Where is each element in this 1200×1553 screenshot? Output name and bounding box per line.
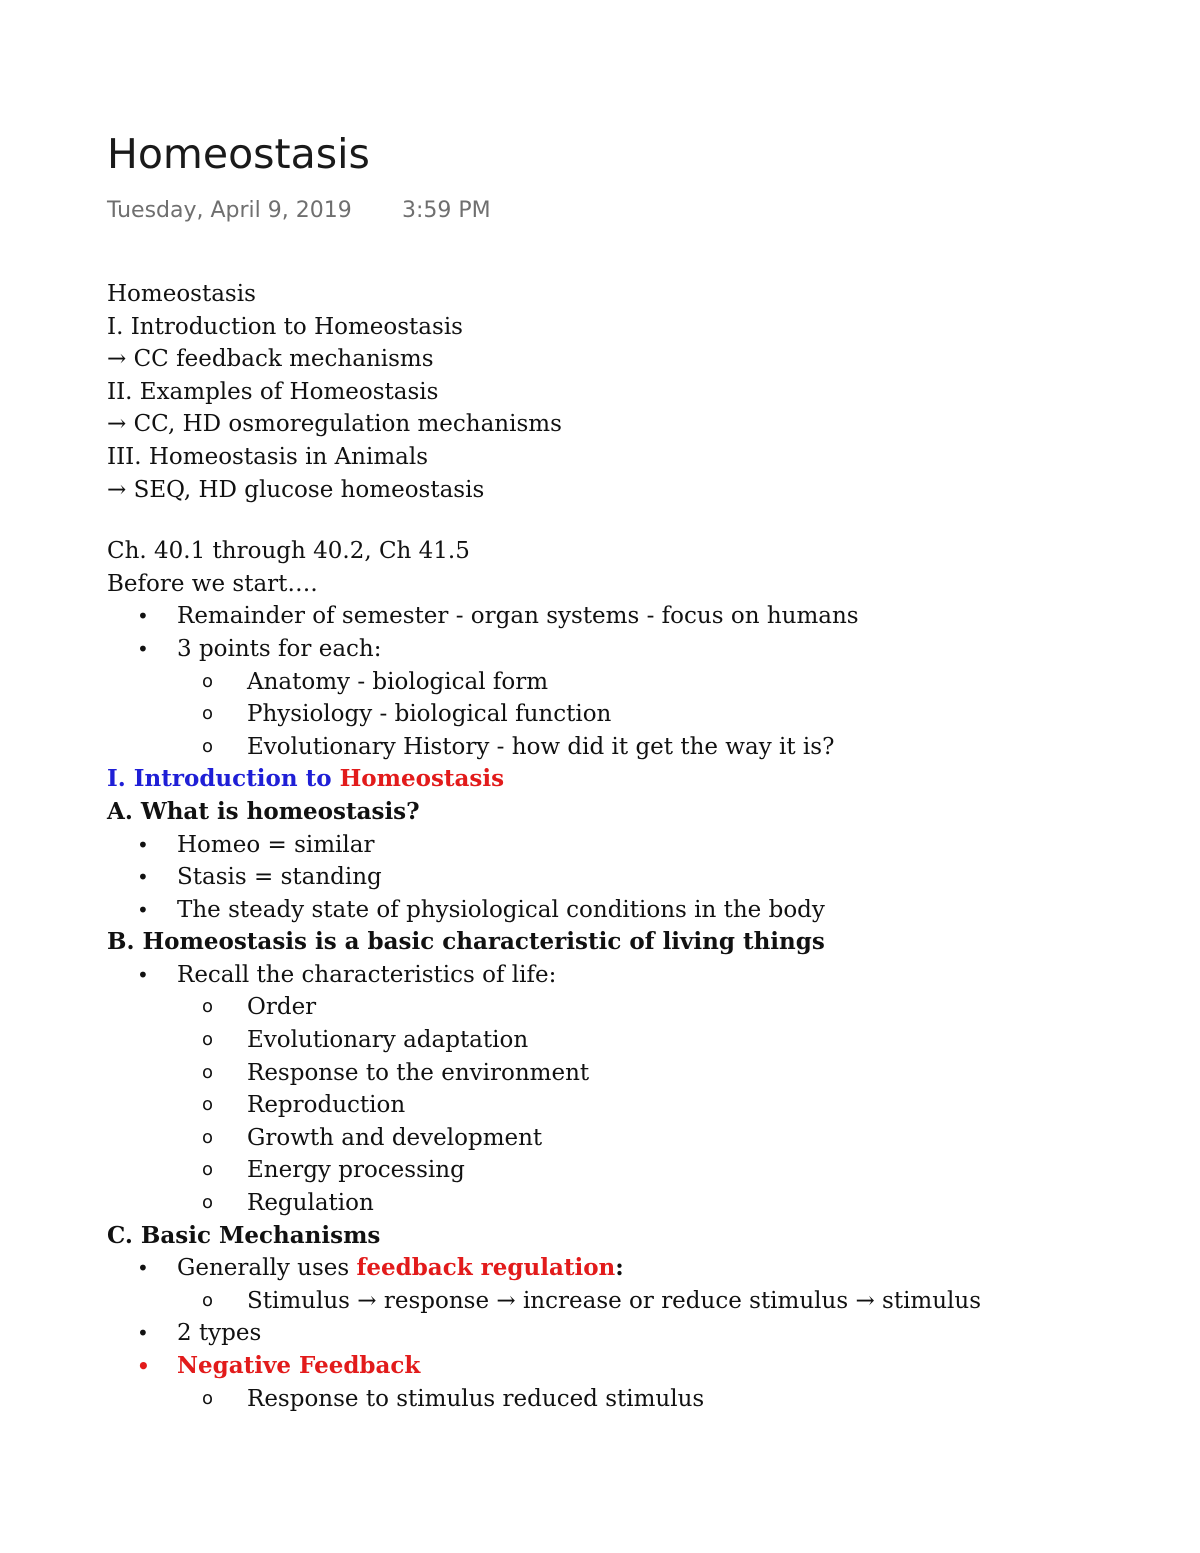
list-item-text: The steady state of physiological conditions in the body [177, 896, 825, 923]
list-item-text: 2 types [177, 1320, 262, 1347]
section-heading-part: I. Introduction to [107, 765, 340, 793]
page-title[interactable]: Homeostasis [107, 130, 370, 178]
sub-list-item [107, 1122, 1167, 1155]
subheading-a: A. What is homeostasis? [107, 797, 420, 825]
circle-bullet-icon: o [202, 1192, 214, 1214]
note-time: 3:59 PM [402, 198, 491, 223]
list-item-text: 3 points for each: [177, 635, 382, 662]
outline-item: I. Introduction to Homeostasis [107, 313, 463, 340]
spacer [107, 506, 1167, 535]
sub-list-item-text: Anatomy - biological form [247, 668, 549, 695]
list-item-negative-feedback [107, 1350, 1167, 1383]
sub-list-item [107, 1089, 1167, 1122]
sub-list-item-text: Reproduction [247, 1092, 406, 1119]
circle-bullet-icon: o [202, 1387, 214, 1409]
sub-list-item [107, 1285, 1167, 1318]
sub-list-item-text: Response to the environment [247, 1059, 590, 1086]
list-item [107, 1317, 1167, 1350]
chapter-reference: Ch. 40.1 through 40.2, Ch 41.5 [107, 538, 470, 565]
bullet-icon: • [137, 897, 149, 922]
sub-list-item [107, 1057, 1167, 1090]
bullet-icon: • [137, 604, 149, 629]
list-item-text: Generally uses [177, 1255, 357, 1282]
sub-list-item [107, 1154, 1167, 1187]
list-item-text: Homeo = similar [177, 831, 375, 858]
circle-bullet-icon: o [202, 670, 214, 692]
sub-list-item-text: Order [247, 994, 317, 1021]
outline-item: → CC feedback mechanisms [107, 346, 434, 373]
outline-item: → SEQ, HD glucose homeostasis [107, 476, 485, 503]
outline-item: III. Homeostasis in Animals [107, 443, 429, 470]
list-item-text: Stasis = standing [177, 864, 382, 891]
list-item [107, 600, 1167, 633]
subheading-b: B. Homeostasis is a basic characteristic of living things [107, 928, 825, 956]
list-item [107, 633, 1167, 666]
sub-list-item-text: Physiology - biological function [247, 701, 612, 728]
section-heading-introduction [107, 763, 1167, 796]
subheading-c: C. Basic Mechanisms [107, 1221, 381, 1249]
circle-bullet-icon: o [202, 996, 214, 1018]
circle-bullet-icon: o [202, 1061, 214, 1083]
sub-list-item-text: Regulation [247, 1190, 374, 1217]
circle-bullet-icon: o [202, 1159, 214, 1181]
sub-list-item [107, 991, 1167, 1024]
circle-bullet-icon: o [202, 1126, 214, 1148]
list-item [107, 894, 1167, 927]
bullet-icon: • [137, 1321, 149, 1346]
outline-item: II. Examples of Homeostasis [107, 378, 439, 405]
before-we-start: Before we start…. [107, 570, 318, 597]
bullet-icon: • [137, 832, 149, 857]
sub-list-item-text: Energy processing [247, 1157, 465, 1184]
circle-bullet-icon: o [202, 703, 214, 725]
sub-list-item-text: Evolutionary History - how did it get the way it is? [247, 733, 835, 760]
sub-list-item-text: Response to stimulus reduced stimulus [247, 1385, 705, 1412]
list-item [107, 861, 1167, 894]
circle-bullet-icon: o [202, 735, 214, 757]
list-item-colon: : [615, 1254, 624, 1282]
sub-list-item [107, 666, 1167, 699]
outline-item: → CC, HD osmoregulation mechanisms [107, 411, 562, 438]
sub-list-item [107, 698, 1167, 731]
circle-bullet-icon: o [202, 1289, 214, 1311]
note-date: Tuesday, April 9, 2019 [107, 198, 352, 223]
list-item [107, 959, 1167, 992]
sub-list-item-text: Growth and development [247, 1124, 543, 1151]
highlight-feedback-regulation: feedback regulation [356, 1254, 616, 1282]
note-timestamp [107, 198, 491, 223]
sub-list-item [107, 1383, 1167, 1416]
list-item [107, 829, 1167, 862]
bullet-icon: • [137, 636, 149, 661]
list-item [107, 1252, 1167, 1285]
bullet-icon: • [137, 1256, 149, 1281]
bullet-icon: • [137, 865, 149, 890]
outline-heading: Homeostasis [107, 281, 256, 307]
section-heading-highlight: Homeostasis [339, 765, 505, 793]
circle-bullet-icon: o [202, 1029, 214, 1051]
note-body[interactable] [107, 278, 1167, 1415]
sub-list-item-text: Stimulus → response → increase or reduce stimulus → stimulus [247, 1287, 982, 1314]
bullet-icon: • [137, 962, 149, 987]
circle-bullet-icon: o [202, 1094, 214, 1116]
bullet-icon: • [137, 1354, 150, 1378]
sub-list-item-text: Evolutionary adaptation [247, 1027, 529, 1054]
list-item-text: Recall the characteristics of life: [177, 961, 557, 988]
sub-list-item [107, 1187, 1167, 1220]
sub-list-item [107, 1024, 1167, 1057]
list-item-text: Negative Feedback [177, 1352, 421, 1379]
list-item-text: Remainder of semester - organ systems - focus on humans [177, 603, 859, 630]
sub-list-item [107, 731, 1167, 764]
